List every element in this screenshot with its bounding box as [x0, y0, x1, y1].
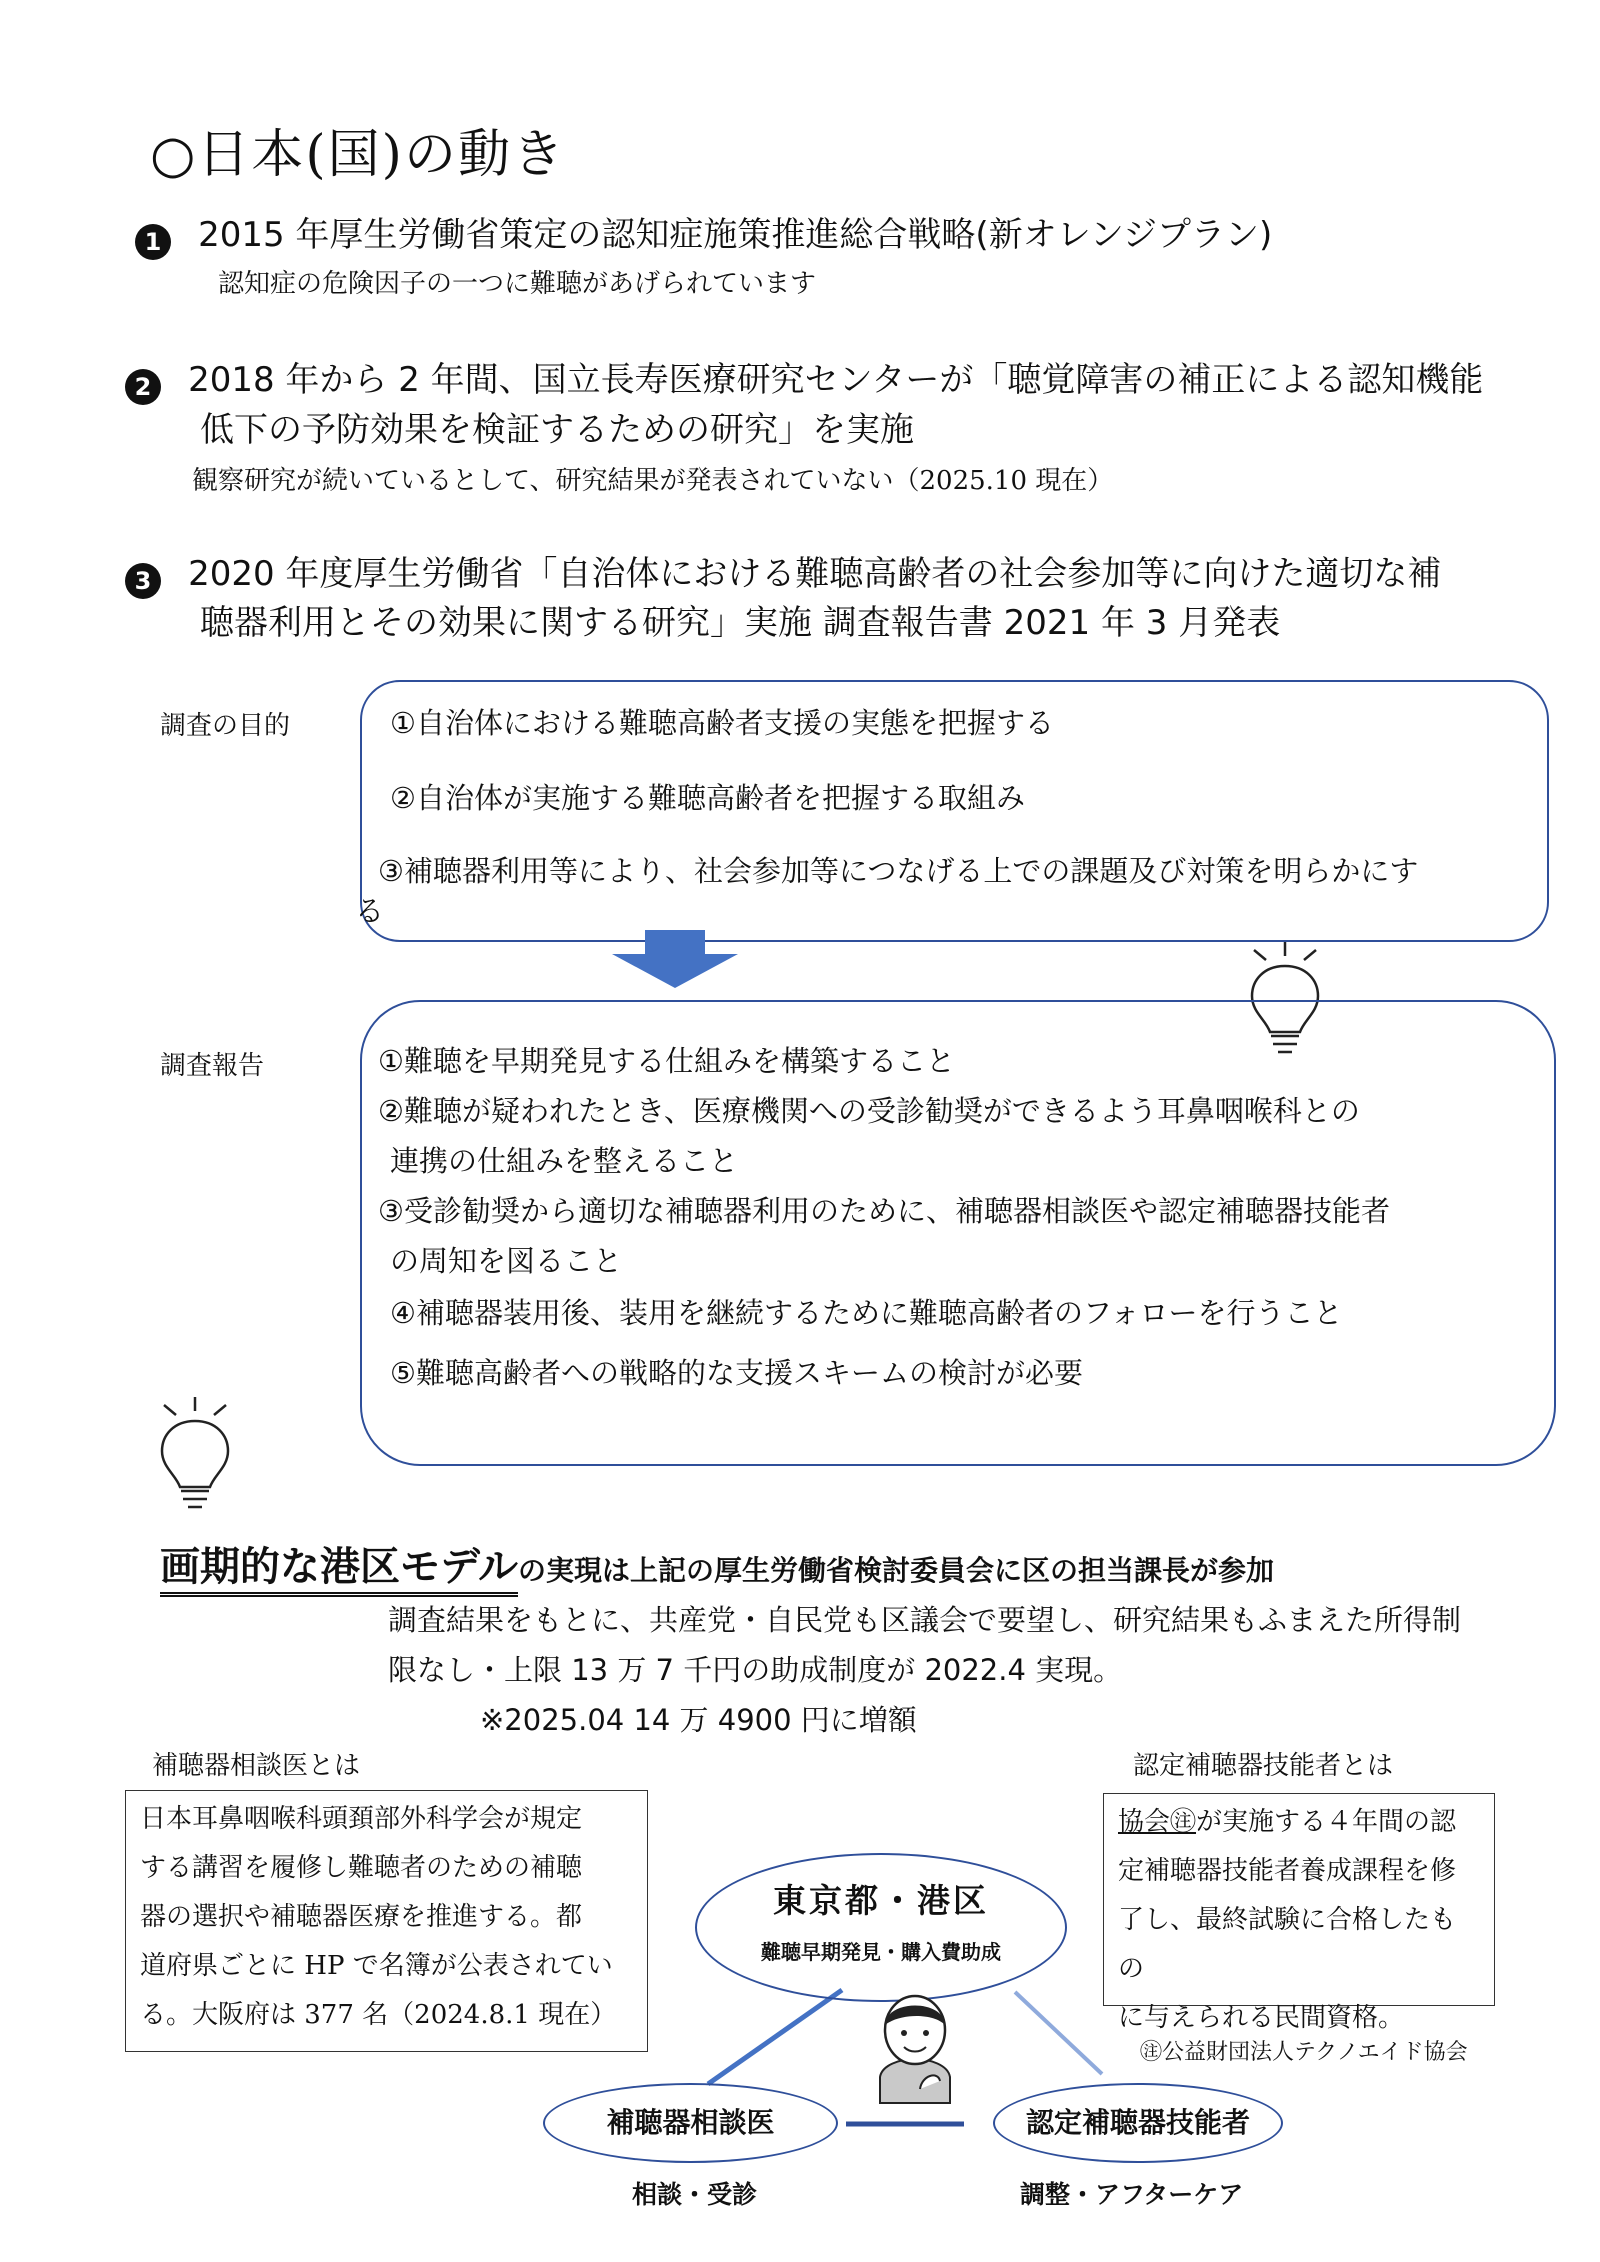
- definition-line: に与えられる民間資格。: [1118, 2003, 1405, 2033]
- report-line: ②難聴が疑われたとき、医療機関への受診勧奨ができるよう耳鼻咽喉科との: [378, 1094, 1360, 1128]
- item-heading-cont: 低下の予防効果を検証するための研究」を実施: [200, 410, 914, 450]
- definition-line: 了し、最終試験に合格したもの: [1118, 1905, 1457, 1984]
- report-label: 調査報告: [160, 1051, 265, 1081]
- purpose-item: ③補聴器利用等により、社会参加等につなげる上での課題及び対策を明らかにす: [378, 854, 1419, 888]
- definition-line: 道府県ごとに HP で名簿が公表されてい: [140, 1951, 613, 1981]
- right-caption: 調整・アフターケア: [1020, 2180, 1244, 2209]
- report-line: 連携の仕組みを整えること: [390, 1144, 739, 1178]
- model-rest: の実現は上記の厚生労働省検討委員会に区の担当課長が参加: [518, 1554, 1275, 1587]
- connector-line: [1015, 1992, 1102, 2074]
- footnote: ㊟公益財団法人テクノエイド協会: [1140, 2040, 1468, 2065]
- hearing-aid-doctor-node: [543, 2083, 838, 2163]
- node-label: 補聴器相談医: [606, 2106, 775, 2139]
- person-icon: [860, 1985, 970, 2105]
- numbered-marker: 1: [135, 224, 171, 260]
- purpose-label: 調査の目的: [160, 711, 291, 741]
- left-caption: 相談・受診: [632, 2180, 758, 2209]
- item-heading: 2020 年度厚生労働省「自治体における難聴高齢者の社会参加等に向けた適切な補: [188, 554, 1442, 594]
- definition-line: 日本耳鼻咽喉科頭頚部外科学会が規定: [140, 1804, 583, 1834]
- item-heading-cont: 聴器利用とその効果に関する研究」実施 調査報告書 2021 年 3 月発表: [200, 603, 1281, 643]
- node-subtitle: 難聴早期発見・購入費助成: [761, 1940, 1001, 1964]
- tokyo-minato-node: [695, 1853, 1067, 2002]
- report-line: の周知を図ること: [390, 1244, 623, 1278]
- model-emphasis: 画期的な港区モデル: [160, 1544, 518, 1597]
- model-body: 調査結果をもとに、共産党・自民党も区議会で要望し、研究結果もふまえた所得制: [388, 1603, 1462, 1637]
- page-title: ○日本(国)の動き: [150, 125, 566, 185]
- definition-line: 定補聴器技能者養成課程を修: [1118, 1856, 1457, 1886]
- report-line: ④補聴器装用後、装用を継続するために難聴高齢者のフォローを行うこと: [390, 1296, 1343, 1330]
- model-increase: ※2025.04 14 万 4900 円に増額: [480, 1703, 917, 1737]
- numbered-marker: 3: [125, 563, 161, 599]
- purpose-item: ②自治体が実施する難聴高齢者を把握する取組み: [390, 781, 1025, 815]
- item-note: 認知症の危険因子の一つに難聴があげられています: [218, 269, 817, 299]
- node-title: 東京都・港区: [773, 1881, 989, 1920]
- item-note: 観察研究が続いているとして、研究結果が発表されていない（2025.10 現在）: [192, 466, 1114, 496]
- definition-line: る。大阪府は 377 名（2024.8.1 現在）: [140, 2000, 617, 2030]
- node-label: 認定補聴器技能者: [1025, 2106, 1250, 2139]
- purpose-item: ①自治体における難聴高齢者支援の実態を把握する: [390, 706, 1054, 740]
- item-heading: 2018 年から 2 年間、国立長寿医療研究センターが「聴覚障害の補正による認知機能: [188, 360, 1484, 400]
- definition-line: 器の選択や補聴器医療を推進する。都: [140, 1902, 583, 1932]
- left-box-heading: 補聴器相談医とは: [152, 1751, 361, 1781]
- certified-technician-node: [993, 2083, 1283, 2163]
- definition-line: する講習を履修し難聴者のための補聴: [140, 1853, 583, 1883]
- right-box-heading: 認定補聴器技能者とは: [1133, 1751, 1394, 1781]
- report-line: ⑤難聴高齢者への戦略的な支援スキームの検討が必要: [390, 1356, 1083, 1390]
- item-heading: 2015 年厚生労働省策定の認知症施策推進総合戦略(新オレンジプラン): [198, 215, 1273, 255]
- association-link[interactable]: 協会㊟: [1118, 1807, 1197, 1837]
- report-line: ③受診勧奨から適切な補聴器利用のために、補聴器相談医や認定補聴器技能者: [378, 1194, 1390, 1228]
- connector-line: [708, 1990, 842, 2084]
- numbered-marker: 2: [125, 369, 161, 405]
- definition-line: が実施する４年間の認: [1196, 1807, 1457, 1837]
- report-line: ①難聴を早期発見する仕組みを構築すること: [378, 1044, 955, 1078]
- model-body: 限なし・上限 13 万 7 千円の助成制度が 2022.4 実現。: [388, 1653, 1123, 1687]
- purpose-item-cont: る: [355, 894, 385, 928]
